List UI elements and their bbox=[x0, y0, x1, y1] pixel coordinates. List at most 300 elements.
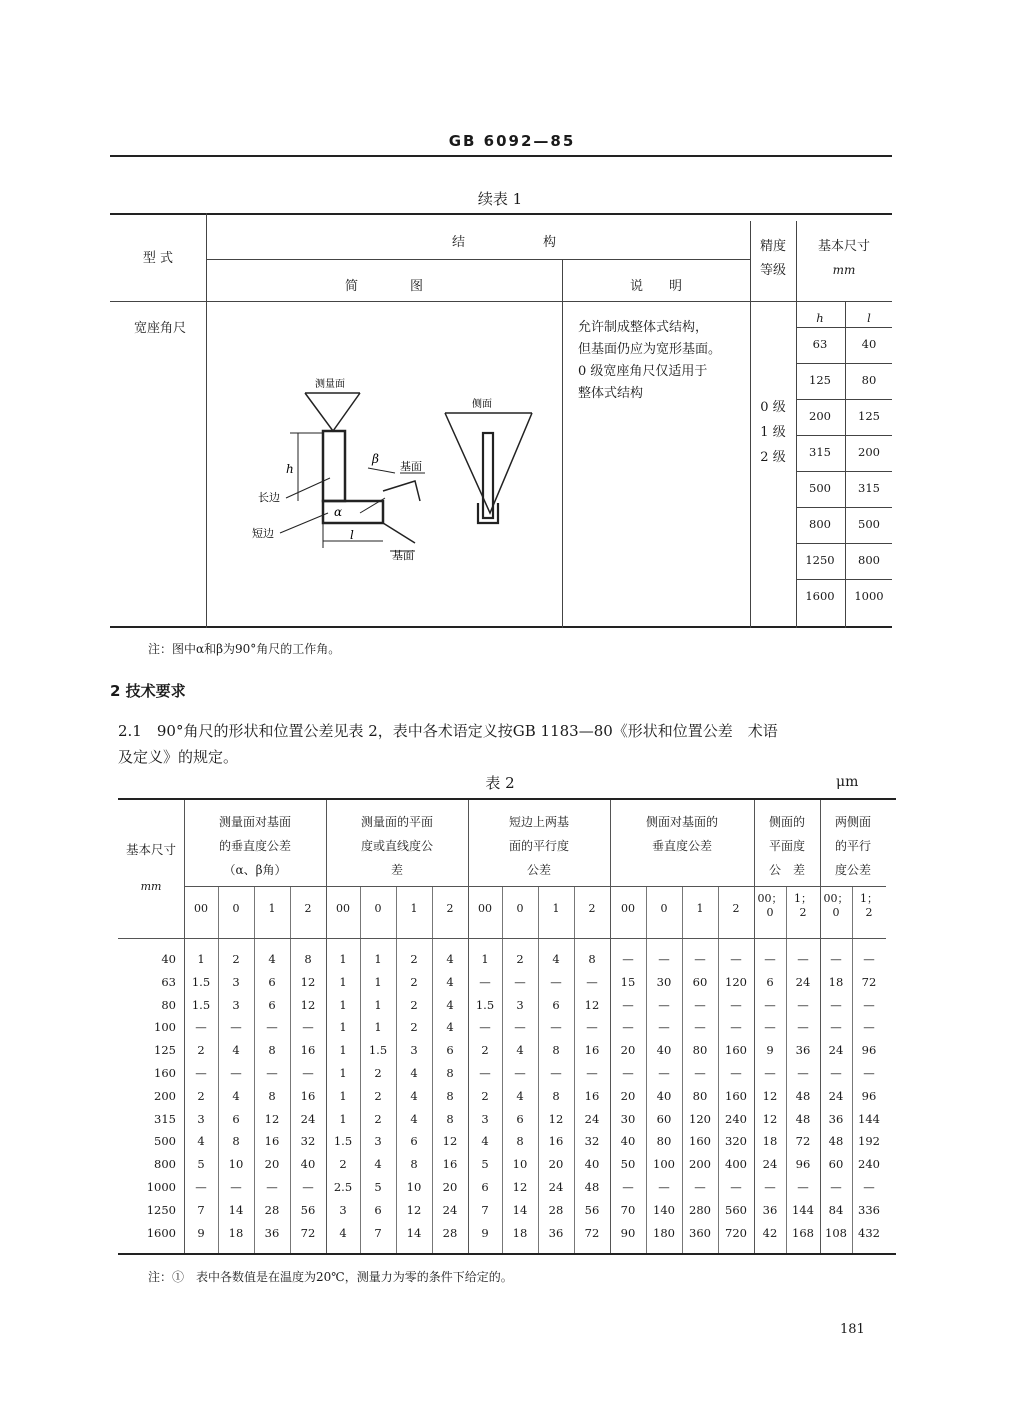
table2-cell: — bbox=[730, 1020, 742, 1035]
col-diagram-header: 简 图 bbox=[344, 279, 423, 294]
table2-cell: 8 bbox=[446, 1088, 454, 1103]
table2-cell: — bbox=[863, 997, 875, 1012]
table2-cell: 24 bbox=[828, 1088, 844, 1103]
table2-cell: 80 bbox=[692, 1043, 708, 1058]
table2-cell: 12 bbox=[442, 1134, 458, 1149]
table2-cell: 1.5 bbox=[368, 1043, 388, 1058]
grade-column-label: 1； 2 bbox=[794, 892, 812, 919]
table2-cell: 2 bbox=[481, 1043, 489, 1058]
table2-cell: 2 bbox=[339, 1157, 347, 1172]
table2-cell: — bbox=[195, 1020, 207, 1035]
table2-cell: — bbox=[514, 1066, 526, 1080]
table2-note: 注：① 表中各数值是在温度为20℃，测量力为零的条件下给定的。 bbox=[148, 1270, 513, 1284]
label-measure-face: 测量面 bbox=[315, 379, 345, 390]
table2-cell: 1 bbox=[339, 1043, 347, 1058]
table2-cell: 4 bbox=[232, 1043, 240, 1058]
table2-cell: 14 bbox=[228, 1202, 244, 1217]
dim-row-rule bbox=[796, 543, 892, 544]
table2-cell: 80 bbox=[692, 1088, 708, 1103]
table2-cell: 4 bbox=[552, 952, 560, 966]
row-basic-size: 315 bbox=[154, 1111, 176, 1126]
table2-cell: 72 bbox=[584, 1225, 600, 1240]
table2-cell: 12 bbox=[406, 1202, 422, 1217]
table2-cell: — bbox=[730, 1066, 742, 1080]
table2-cell: — bbox=[830, 997, 842, 1012]
table2-cell: 432 bbox=[858, 1225, 880, 1240]
table2-cell: 4 bbox=[197, 1134, 205, 1149]
table2-cell: 8 bbox=[516, 1134, 524, 1149]
table2-cell: 12 bbox=[762, 1088, 778, 1103]
table2-cell: 20 bbox=[620, 1088, 636, 1103]
dim-row-rule bbox=[796, 579, 892, 580]
grade-column-label: 0 bbox=[516, 902, 524, 915]
table2-cell: 10 bbox=[228, 1157, 244, 1172]
table2-cell: 40 bbox=[656, 1043, 672, 1058]
table2-cell: — bbox=[550, 974, 562, 989]
dim-h-value: 1250 bbox=[805, 553, 835, 567]
table2-cell: 4 bbox=[516, 1043, 524, 1058]
table2-cell: — bbox=[622, 952, 634, 966]
grade-column-label: 2 bbox=[732, 902, 740, 915]
table2-cell: 8 bbox=[304, 952, 312, 966]
row-basic-size: 1600 bbox=[146, 1225, 176, 1240]
table2-cell: 144 bbox=[858, 1111, 880, 1126]
dim-row-rule bbox=[796, 399, 892, 400]
table2-cell: — bbox=[797, 1066, 809, 1080]
grade-cell bbox=[750, 395, 796, 470]
table2-cell: 1.5 bbox=[475, 997, 495, 1012]
table2-cell: 20 bbox=[442, 1180, 458, 1194]
paragraph-line: 及定义》的规定。 bbox=[118, 748, 239, 766]
grade-column-label: 2 bbox=[588, 902, 596, 915]
table2-cell: 24 bbox=[584, 1111, 600, 1126]
table2-cell: 2 bbox=[374, 1088, 382, 1103]
table2-cell: — bbox=[622, 1066, 634, 1080]
group-header: 侧面的 平面度 公 差 bbox=[768, 815, 805, 877]
table2-cell: — bbox=[764, 997, 776, 1012]
table2-cell: 3 bbox=[374, 1134, 382, 1149]
table2-cell: 60 bbox=[828, 1157, 844, 1172]
table2-cell: 4 bbox=[446, 952, 454, 966]
document-header: GB 6092—85 bbox=[448, 132, 576, 150]
table2-cell: — bbox=[622, 1180, 634, 1194]
desc-line: 0 级宽座角尺仅适用于 bbox=[578, 364, 708, 379]
row-basic-size: 1000 bbox=[146, 1180, 176, 1194]
dim-h-value: 315 bbox=[809, 445, 831, 459]
table2-cell: 24 bbox=[548, 1180, 564, 1194]
table2-cell: 7 bbox=[197, 1202, 205, 1217]
table2-cell: 6 bbox=[268, 997, 276, 1012]
table2-cell: — bbox=[658, 997, 670, 1012]
table2-cell: — bbox=[302, 1066, 314, 1080]
row-basic-size: 80 bbox=[161, 997, 176, 1012]
table2-cell: 18 bbox=[228, 1225, 244, 1240]
table2-cell: 40 bbox=[620, 1134, 636, 1149]
table2-cell: — bbox=[479, 1066, 491, 1080]
table2-cell: 2 bbox=[410, 1020, 418, 1035]
dim-header-l: l bbox=[867, 311, 871, 325]
table2-cell: 2 bbox=[410, 952, 418, 966]
table2-cell: — bbox=[694, 952, 706, 966]
table2-cell: 2 bbox=[374, 1111, 382, 1126]
table2-cell: 48 bbox=[795, 1111, 811, 1126]
table2-cell: 1.5 bbox=[191, 997, 211, 1012]
table2-cell: 6 bbox=[232, 1111, 240, 1126]
table2-cell: — bbox=[302, 1020, 314, 1035]
table2-cell: — bbox=[550, 1020, 562, 1035]
table2-cell: 24 bbox=[828, 1043, 844, 1058]
table2-cell: 2 bbox=[481, 1088, 489, 1103]
table2-cell: 4 bbox=[268, 952, 276, 966]
table1 bbox=[110, 213, 892, 628]
label-beta: β bbox=[372, 452, 379, 466]
table2-cell: 3 bbox=[481, 1111, 489, 1126]
grade-column-label: 2 bbox=[304, 902, 312, 915]
row-basic-size: 125 bbox=[154, 1043, 176, 1058]
table2-cell: 18 bbox=[828, 974, 844, 989]
table2-cell: 240 bbox=[858, 1157, 880, 1172]
table2-caption: 表 2 bbox=[485, 774, 515, 792]
col-basic-size-unit: mm bbox=[140, 880, 162, 893]
table2-cell: 2 bbox=[232, 952, 240, 966]
table2-cell: 240 bbox=[725, 1111, 747, 1126]
table2-cell: 14 bbox=[406, 1225, 422, 1240]
header-rule bbox=[110, 155, 892, 157]
table2-cell: — bbox=[479, 974, 491, 989]
table2-cell: 2 bbox=[410, 997, 418, 1012]
table2-cell: 72 bbox=[861, 974, 877, 989]
table2-cell: 48 bbox=[828, 1134, 844, 1149]
table2-cell: 4 bbox=[516, 1088, 524, 1103]
table2-cell: 4 bbox=[446, 1020, 454, 1035]
table2-cell: 16 bbox=[584, 1088, 600, 1103]
table2-cell: 24 bbox=[300, 1111, 316, 1126]
table2-cell: 5 bbox=[374, 1180, 382, 1194]
table2-cell: 1 bbox=[339, 1066, 347, 1080]
dim-row-rule bbox=[796, 363, 892, 364]
table2-cell: — bbox=[514, 1020, 526, 1035]
dim-h-value: 200 bbox=[809, 409, 831, 423]
table2-cell: — bbox=[230, 1180, 242, 1194]
table2-cell: 720 bbox=[725, 1225, 747, 1240]
table2-cell: — bbox=[730, 1180, 742, 1194]
header-bottom-rule bbox=[118, 938, 886, 939]
table2-cell: — bbox=[830, 952, 842, 966]
table2-cell: 12 bbox=[584, 997, 600, 1012]
table2-cell: 42 bbox=[762, 1225, 778, 1240]
table2-cell: 30 bbox=[656, 974, 672, 989]
table2-cell: 48 bbox=[795, 1088, 811, 1103]
grade-column-label: 1 bbox=[410, 902, 418, 915]
table2-cell: 7 bbox=[481, 1202, 489, 1217]
table2-cell: — bbox=[764, 1020, 776, 1035]
table2-cell: 20 bbox=[620, 1043, 636, 1058]
table2-cell: 36 bbox=[548, 1225, 564, 1240]
col-grade-header: 精度 等级 bbox=[759, 239, 786, 278]
table2-cell: — bbox=[797, 952, 809, 966]
description-cell bbox=[578, 317, 753, 405]
table2-cell: 4 bbox=[339, 1225, 347, 1240]
grade-column-label: 2 bbox=[446, 902, 454, 915]
table2-cell: 20 bbox=[264, 1157, 280, 1172]
table2-cell: — bbox=[764, 1066, 776, 1080]
table2-cell: 96 bbox=[861, 1088, 877, 1103]
table2-cell: — bbox=[797, 1180, 809, 1194]
dim-l-value: 125 bbox=[858, 409, 880, 423]
table2-cell: 1 bbox=[481, 952, 489, 966]
table2-cell: 560 bbox=[725, 1202, 747, 1217]
table2-cell: 10 bbox=[512, 1157, 528, 1172]
table2-cell: 80 bbox=[656, 1134, 672, 1149]
table2-cell: — bbox=[863, 1020, 875, 1035]
table2-cell: — bbox=[764, 952, 776, 966]
table2-cell: 120 bbox=[725, 974, 747, 989]
col-basic-size-header: 基本尺寸 bbox=[125, 842, 176, 857]
dim-l-value: 200 bbox=[858, 445, 880, 459]
row-basic-size: 63 bbox=[161, 974, 176, 989]
table2-cell: 56 bbox=[300, 1202, 316, 1217]
table2-cell: 18 bbox=[512, 1225, 528, 1240]
table2-cell: 8 bbox=[232, 1134, 240, 1149]
table2-cell: — bbox=[694, 997, 706, 1012]
table2-cell: 8 bbox=[268, 1043, 276, 1058]
table2-cell: — bbox=[266, 1180, 278, 1194]
table2-cell: — bbox=[764, 1180, 776, 1194]
table2-cell: 1 bbox=[339, 997, 347, 1012]
table2-cell: — bbox=[514, 974, 526, 989]
table2-cell: 144 bbox=[792, 1202, 814, 1217]
table2-cell: 12 bbox=[300, 974, 316, 989]
table2-cell: 50 bbox=[620, 1157, 636, 1172]
grade-column-label: 0 bbox=[232, 902, 240, 915]
table2-cell: 96 bbox=[795, 1157, 811, 1172]
table2-cell: — bbox=[694, 1020, 706, 1035]
table2-cell: 160 bbox=[689, 1134, 711, 1149]
table2-cell: 72 bbox=[300, 1225, 316, 1240]
page-number: 181 bbox=[840, 1322, 865, 1337]
table2-cell: 16 bbox=[300, 1043, 316, 1058]
table2-cell: 32 bbox=[584, 1134, 600, 1149]
table2-cell: — bbox=[730, 952, 742, 966]
dim-l-value: 500 bbox=[858, 517, 880, 531]
table2-cell: 360 bbox=[689, 1225, 711, 1240]
table2-cell: — bbox=[586, 1066, 598, 1080]
row-basic-size: 500 bbox=[154, 1134, 176, 1149]
table2-cell: — bbox=[302, 1180, 314, 1194]
label-side-face: 侧面 bbox=[472, 399, 492, 410]
table2-cell: 3 bbox=[410, 1043, 418, 1058]
table2-cell: 108 bbox=[825, 1225, 847, 1240]
table2-cell: — bbox=[863, 1180, 875, 1194]
table2-cell: — bbox=[797, 997, 809, 1012]
row-basic-size: 800 bbox=[154, 1157, 176, 1172]
table2-cell: 6 bbox=[374, 1202, 382, 1217]
table2-cell: 6 bbox=[446, 1043, 454, 1058]
table2-cell: 8 bbox=[588, 952, 596, 966]
table2-cell: — bbox=[586, 974, 598, 989]
table2-cell: — bbox=[694, 1066, 706, 1080]
dim-row-rule bbox=[796, 471, 892, 472]
table1-note: 注：图中α和β为90°角尺的工作角。 bbox=[148, 642, 341, 656]
table2-cell: 12 bbox=[548, 1111, 564, 1126]
dim-l-value: 80 bbox=[861, 373, 877, 387]
table2-cell: 1 bbox=[339, 974, 347, 989]
label-base-face-2: 基面 bbox=[392, 549, 414, 562]
dim-l-value: 800 bbox=[858, 553, 880, 567]
grade-column-label: 00 bbox=[478, 902, 492, 915]
table2-cell: — bbox=[658, 1066, 670, 1080]
table2-cell: 16 bbox=[264, 1134, 280, 1149]
table2-cell: — bbox=[266, 1020, 278, 1035]
group-header: 两侧面 的平行 度公差 bbox=[834, 815, 871, 877]
dim-header-h: h bbox=[816, 311, 824, 325]
table2-cell: 9 bbox=[481, 1225, 489, 1240]
table2-cell: 2.5 bbox=[333, 1180, 353, 1194]
desc-line: 整体式结构 bbox=[578, 386, 644, 401]
group-header: 测量面的平面 度或直线度公 差 bbox=[360, 815, 433, 877]
table2-cell: — bbox=[586, 1020, 598, 1035]
table2-cell: 9 bbox=[197, 1225, 205, 1240]
table2-cell: — bbox=[730, 997, 742, 1012]
table2-cell: 120 bbox=[689, 1111, 711, 1126]
table2-cell: — bbox=[658, 952, 670, 966]
dim-l-value: 40 bbox=[861, 337, 877, 351]
label-alpha: α bbox=[334, 505, 343, 519]
table2-cell: 4 bbox=[410, 1088, 418, 1103]
table2-cell: 2 bbox=[410, 974, 418, 989]
dim-l-value: 315 bbox=[858, 481, 880, 495]
table2-cell: 2 bbox=[197, 1088, 205, 1103]
table2-cell: — bbox=[658, 1020, 670, 1035]
table2-cell: 70 bbox=[620, 1202, 636, 1217]
label-h: h bbox=[286, 462, 294, 476]
table2-cell: 5 bbox=[481, 1157, 489, 1172]
table2-cell: 30 bbox=[620, 1111, 636, 1126]
table2-cell: 36 bbox=[795, 1043, 811, 1058]
row-type-label: 宽座角尺 bbox=[133, 321, 186, 336]
table2-cell: 12 bbox=[512, 1180, 528, 1194]
table2-cell: 16 bbox=[548, 1134, 564, 1149]
table2-cell: 4 bbox=[446, 974, 454, 989]
label-l: l bbox=[350, 528, 354, 542]
table2-cell: 2 bbox=[516, 952, 524, 966]
table2-cell: 40 bbox=[300, 1157, 316, 1172]
table2-cell: — bbox=[622, 997, 634, 1012]
table2-cell: 48 bbox=[584, 1180, 600, 1194]
table2-cell: 24 bbox=[795, 974, 811, 989]
table2-cell: — bbox=[658, 1180, 670, 1194]
table2 bbox=[118, 800, 896, 1253]
table2-cell: 1 bbox=[374, 997, 382, 1012]
group-header: 短边上两基 面的平行度 公差 bbox=[508, 815, 569, 877]
table2-cell: 280 bbox=[689, 1202, 711, 1217]
group-header: 测量面对基面 的垂直度公差 （α、β角） bbox=[218, 815, 291, 877]
col-structure-header: 结 构 bbox=[451, 235, 556, 250]
table2-cell: 180 bbox=[653, 1225, 675, 1240]
table2-cell: 1 bbox=[339, 1111, 347, 1126]
table2-cell: 6 bbox=[410, 1134, 418, 1149]
table2-cell: 28 bbox=[442, 1225, 458, 1240]
table2-cell: 3 bbox=[232, 997, 240, 1012]
table2-cell: 4 bbox=[374, 1157, 382, 1172]
table2-cell: 84 bbox=[828, 1202, 844, 1217]
table2-cell: 4 bbox=[446, 997, 454, 1012]
row-basic-size: 1250 bbox=[146, 1202, 176, 1217]
table2-cell: 18 bbox=[762, 1134, 778, 1149]
table2-cell: 2 bbox=[374, 1066, 382, 1080]
table2-cell: — bbox=[797, 1020, 809, 1035]
table2-cell: 160 bbox=[725, 1043, 747, 1058]
table2-cell: 2 bbox=[197, 1043, 205, 1058]
table2-cell: 1 bbox=[339, 1088, 347, 1103]
table2-cell: 16 bbox=[300, 1088, 316, 1103]
table2-cell: — bbox=[195, 1066, 207, 1080]
table2-cell: 6 bbox=[481, 1180, 489, 1194]
table2-cell: 16 bbox=[584, 1043, 600, 1058]
table2-cell: 1 bbox=[197, 952, 205, 966]
table2-cell: 15 bbox=[620, 974, 636, 989]
paragraph-2-1 bbox=[118, 718, 898, 770]
grade-column-label: 1； 2 bbox=[860, 892, 878, 919]
table2-cell: 6 bbox=[268, 974, 276, 989]
table2-cell: — bbox=[830, 1020, 842, 1035]
table2-cell: 192 bbox=[858, 1134, 880, 1149]
table2-cell: 100 bbox=[653, 1157, 675, 1172]
grade-column-label: 00； 0 bbox=[757, 892, 783, 919]
table2-cell: — bbox=[694, 1180, 706, 1194]
table2-cell: 1 bbox=[374, 974, 382, 989]
table2-cell: 24 bbox=[442, 1202, 458, 1217]
label-short-side: 短边 bbox=[252, 527, 274, 540]
table2-cell: 24 bbox=[762, 1157, 778, 1172]
table2-cell: 8 bbox=[446, 1066, 454, 1080]
grade-column-label: 00； 0 bbox=[823, 892, 849, 919]
table2-cell: — bbox=[830, 1180, 842, 1194]
table2-cell: 36 bbox=[762, 1202, 778, 1217]
table2-cell: 32 bbox=[300, 1134, 316, 1149]
grade-column-label: 1 bbox=[696, 902, 704, 915]
table2-cell: 12 bbox=[300, 997, 316, 1012]
table2-cell: 40 bbox=[584, 1157, 600, 1172]
table2-cell: 320 bbox=[725, 1134, 747, 1149]
table2-cell: — bbox=[863, 952, 875, 966]
table2-cell: 1 bbox=[339, 952, 347, 966]
table2-cell: 5 bbox=[197, 1157, 205, 1172]
table2-cell: 200 bbox=[689, 1157, 711, 1172]
table2-cell: 140 bbox=[653, 1202, 675, 1217]
table2-cell: 72 bbox=[795, 1134, 811, 1149]
table2-cell: 20 bbox=[548, 1157, 564, 1172]
table2-cell: 8 bbox=[552, 1043, 560, 1058]
dim-row-rule bbox=[796, 507, 892, 508]
table2-cell: 3 bbox=[516, 997, 524, 1012]
table2-cell: — bbox=[266, 1066, 278, 1080]
table2-cell: 8 bbox=[446, 1111, 454, 1126]
table2-cell: 60 bbox=[692, 974, 708, 989]
dim-l-value: 1000 bbox=[854, 589, 884, 603]
table2-cell: 1 bbox=[339, 1020, 347, 1035]
table2-cell: 1.5 bbox=[191, 974, 211, 989]
table2-cell: 60 bbox=[656, 1111, 672, 1126]
table2-cell: 56 bbox=[584, 1202, 600, 1217]
grade-column-label: 00 bbox=[336, 902, 350, 915]
table2-cell: 10 bbox=[406, 1180, 422, 1194]
dim-h-value: 1600 bbox=[805, 589, 835, 603]
grade-column-label: 1 bbox=[268, 902, 276, 915]
table2-cell: 12 bbox=[762, 1111, 778, 1126]
grade-column-label: 1 bbox=[552, 902, 560, 915]
table2-cell: 6 bbox=[552, 997, 560, 1012]
